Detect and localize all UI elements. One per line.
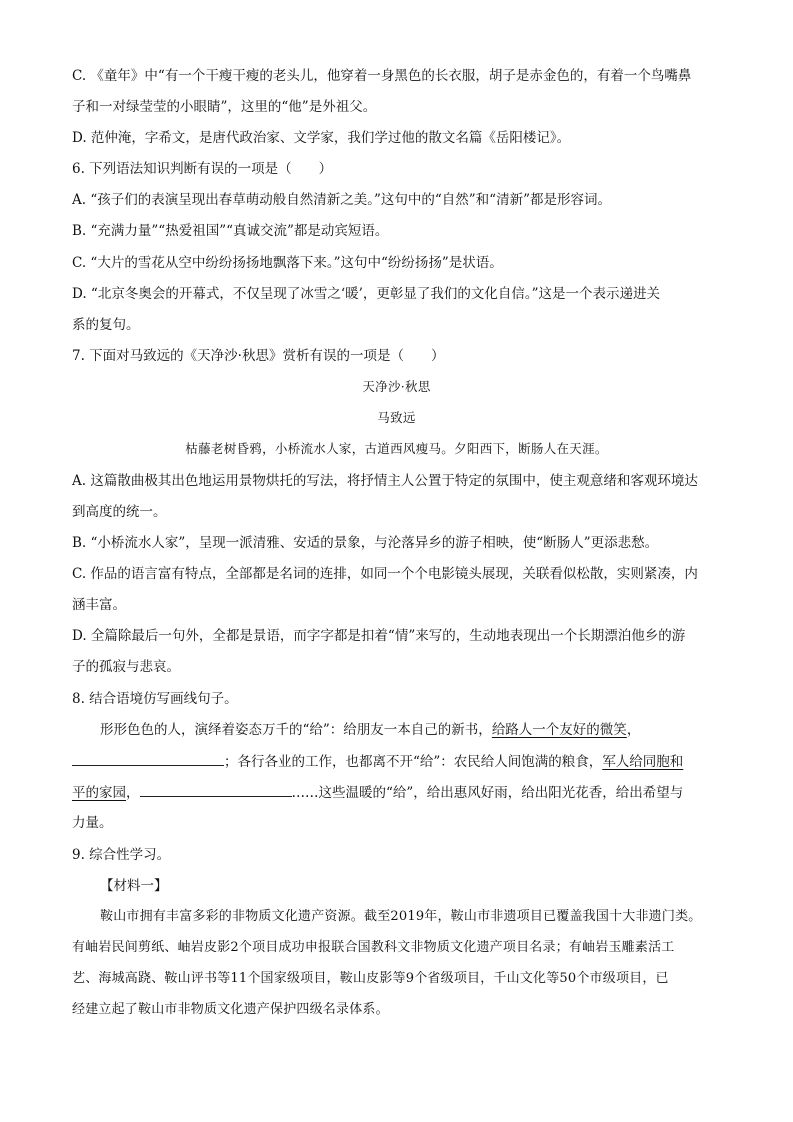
q7-option-a-line2: 到高度的统一。 xyxy=(72,504,167,520)
q6-option-d-line1: D. “北京冬奥会的开幕式，不仅呈现了冰雪之‘暖’，更彰显了我们的文化自信。”这是一个表示递进关 xyxy=(72,286,661,302)
poem-title: 天净沙·秋思 xyxy=(362,379,431,394)
q8-paragraph-line2 xyxy=(72,751,683,772)
underlined-sentence: 给路人一个友好的微笑 xyxy=(491,722,627,738)
material-line3: 艺、海城高跷、鞍山评书等11个国家级项目，鞍山皮影等9个省级项目，千山文化等50个市级项目，已 xyxy=(72,971,669,986)
underlined-sentence: 平的家园 xyxy=(72,785,126,801)
q8-paragraph-line3 xyxy=(72,782,683,803)
q8-paragraph-line1 xyxy=(100,720,640,740)
q7-option-c-line1: C. 作品的语言富有特点，全部都是名词的连排，如同一个个电影镜头展现，关联看似松散，实则紧凑，内 xyxy=(72,566,698,582)
q5-option-c-line2: 子和一对绿莹莹的小眼睛”，这里的“他”是外祖父。 xyxy=(72,99,377,115)
q9-stem: 9. 综合性学习。 xyxy=(72,847,171,863)
q8-text: ， xyxy=(626,722,641,738)
q8-text: ， xyxy=(126,785,140,801)
q7-option-a-line1: A. 这篇散曲极其出色地运用景物烘托的写法，将抒情主人公置于特定的氛围中，使主观意绪和客观环境达 xyxy=(72,473,698,489)
material-line1: 鞍山市拥有丰富多彩的非物质文化遗产资源。截至2019年，鞍山市非遗项目已覆盖我国十大非遗门类。 xyxy=(100,909,702,924)
q7-option-b: B. “小桥流水人家”，呈现一派清雅、安适的景象，与沦落异乡的游子相映，使“断肠人”更添悲愁。 xyxy=(72,535,659,551)
material-line2: 有岫岩民间剪纸、岫岩皮影2个项目成功申报联合国教科文非物质文化遗产项目名录；有岫岩玉雕素活工 xyxy=(72,940,675,955)
q7-option-d-line1: D. 全篇除最后一句外，全都是景语，而字字都是扣着“情”来写的，生动地表现出一个长期漂泊他乡的游 xyxy=(72,628,686,644)
underlined-sentence: 军人给同胞和 xyxy=(602,754,684,770)
q6-option-d-line2: 系的复句。 xyxy=(72,317,140,333)
q6-option-c: C. “大片的雪花从空中纷纷扬扬地飘落下来。”这句中“纷纷扬扬”是状语。 xyxy=(72,255,503,271)
answer-blank-2[interactable] xyxy=(140,782,292,797)
q5-option-c-line1: C. 《童年》中“有一个干瘦干瘦的老头儿，他穿着一身黑色的长衣服，胡子是赤金色的，有着一个鸟嘴鼻 xyxy=(72,68,692,84)
q7-option-d-line2: 子的孤寂与悲哀。 xyxy=(72,659,180,675)
q8-text: ……这些温暖的“给”，给出惠风好雨，给出阳光花香，给出希望与 xyxy=(291,785,684,801)
q6-stem: 6. 下列语法知识判断有误的一项是（ ） xyxy=(72,161,333,177)
poem-text: 枯藤老树昏鸦，小桥流水人家，古道西风瘦马。夕阳西下，断肠人在天涯。 xyxy=(185,441,608,456)
poem-author: 马致远 xyxy=(377,410,416,425)
q8-text: ；各行各业的工作，也都离不开“给”：农民给人间饱满的粮食， xyxy=(224,754,603,770)
material-title: 【材料一】 xyxy=(100,878,168,894)
q8-stem: 8. 结合语境仿写画线句子。 xyxy=(72,691,238,707)
q8-paragraph-line4: 力量。 xyxy=(72,815,113,831)
q6-option-b: B. “充满力量”“热爱祖国”“真诚交流”都是动宾短语。 xyxy=(72,223,389,239)
q7-option-c-line2: 涵丰富。 xyxy=(72,597,126,613)
q7-stem: 7. 下面对马致远的《天净沙·秋思》赏析有误的一项是（ ） xyxy=(72,348,445,364)
q8-text: 形形色色的人，演绎着姿态万千的“给”：给朋友一本自己的新书， xyxy=(100,722,492,738)
q6-option-a: A. “孩子们的表演呈现出春草萌动般自然清新之美。”这句中的“自然”和“清新”都是形容词。 xyxy=(72,192,611,208)
material-line4: 经建立起了鞍山市非物质文化遗产保护四级名录体系。 xyxy=(72,1002,389,1017)
q5-option-d: D. 范仲淹，字希文，是唐代政治家、文学家，我们学过他的散文名篇《岳阳楼记》。 xyxy=(72,130,571,146)
answer-blank-1[interactable] xyxy=(72,751,224,766)
